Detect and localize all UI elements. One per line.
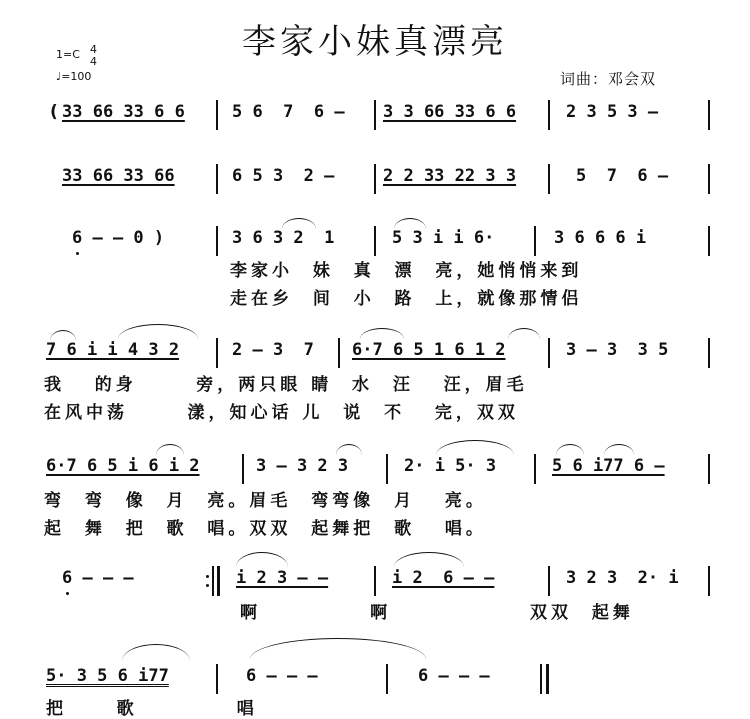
lyric-syllable: 旁，两只眼	[196, 375, 302, 395]
slur	[508, 328, 540, 339]
lyric-syllable: 李家小	[230, 261, 293, 281]
lyrics-verse-2	[44, 514, 487, 539]
bar-line	[708, 566, 710, 596]
lyric-syllable: 亮，	[435, 261, 478, 281]
measure-notes: 6·7 6 5 1 6 1 2	[352, 340, 506, 360]
lyric-syllable: 路	[394, 289, 416, 309]
bar-line	[374, 226, 376, 256]
bar-line	[216, 100, 218, 130]
lyric-syllable: 汪，眉毛	[443, 375, 528, 395]
quarter-note-icon: ♩	[56, 70, 62, 83]
time-signature-top: 4	[90, 43, 97, 56]
measure-notes: 5 6 i77 6 –	[552, 456, 665, 476]
score-row-2	[0, 164, 750, 194]
bar-line	[708, 164, 710, 194]
lyric-syllable: 真	[353, 261, 375, 281]
time-signature	[90, 44, 97, 68]
lyric-syllable: 唱。双双	[207, 519, 292, 539]
lyric-syllable: 我	[44, 375, 65, 395]
bar-line	[548, 566, 550, 596]
lyrics-verse-2	[44, 398, 519, 423]
lyric-syllable: 啊	[240, 603, 261, 623]
bar-line	[217, 566, 220, 596]
bar-line	[374, 566, 376, 596]
measure-notes: 2 – 3 7	[232, 340, 314, 360]
slur	[336, 444, 362, 455]
key-signature: 1=C	[56, 48, 80, 61]
slur	[236, 552, 288, 567]
lyrics-verse-1	[44, 370, 528, 395]
slur	[122, 644, 190, 661]
low-octave-dot	[76, 252, 79, 255]
lyric-syllable: 起舞把	[311, 519, 375, 539]
bar-line	[708, 338, 710, 368]
measure-notes: 2 2 33 22 3 3	[383, 166, 517, 186]
measure-notes: 2 3 5 3 –	[566, 102, 659, 122]
lyric-syllable: 啊	[370, 603, 392, 623]
lyric-syllable: 月	[394, 491, 416, 511]
measure-notes: 6 – – –	[246, 666, 318, 686]
slur	[394, 552, 464, 567]
measure-notes: 5 7 6 –	[576, 166, 669, 186]
lyric-syllable: 舞	[84, 519, 106, 539]
low-octave-dot	[66, 592, 69, 595]
lyric-syllable: 妹	[312, 261, 334, 281]
lyric-syllable: 唱。	[444, 519, 487, 539]
composer-credit: 词曲：邓会双	[560, 70, 657, 88]
lyrics-verse-1	[230, 256, 582, 281]
slur	[156, 444, 184, 455]
measure-notes: 7 6 i i 4 3 2	[46, 340, 180, 360]
measure-notes: 33 66 33 6 6	[62, 102, 185, 122]
lyric-syllable: 睛	[311, 375, 333, 395]
lyric-syllable: 歌	[394, 519, 416, 539]
bar-line	[216, 226, 218, 256]
lyric-syllable: 像	[125, 491, 147, 511]
bar-line	[534, 454, 536, 484]
measure-notes: 6·7 6 5 i 6 i 2	[46, 456, 200, 476]
score-row-5	[0, 454, 750, 484]
lyric-syllable: 月	[166, 491, 188, 511]
bar-line	[548, 338, 550, 368]
time-signature-bottom: 4	[90, 55, 97, 68]
measure-notes: 6 – – –	[62, 568, 134, 588]
measure-notes: 6 5 3 2 –	[232, 166, 335, 186]
measure-notes: 3 – 3 3 5	[566, 340, 669, 360]
lyric-syllable: 弯弯像	[311, 491, 375, 511]
bar-line	[548, 100, 550, 130]
lyrics-verse-2	[230, 284, 582, 309]
lyric-syllable: 起	[44, 519, 65, 539]
lyric-syllable: 歌	[116, 699, 138, 719]
lyric-syllable: 亮。眉毛	[207, 491, 292, 511]
bar-line	[534, 226, 536, 256]
lyric-syllable: 小	[353, 289, 375, 309]
score-row-7	[0, 664, 750, 694]
lyrics-verse-1	[44, 486, 487, 511]
score-row-3	[0, 226, 750, 256]
bar-line	[548, 164, 550, 194]
lyric-syllable: 漂	[394, 261, 416, 281]
repeat-dot	[206, 575, 209, 578]
score-row-4	[0, 338, 750, 368]
measure-notes: 33 66 33 66	[62, 166, 175, 186]
measure-notes: 5· 3 5 6 i77	[46, 666, 169, 686]
bar-line	[374, 100, 376, 130]
bar-line	[386, 664, 388, 694]
lyric-syllable: 在风中荡	[44, 403, 128, 423]
slur	[118, 324, 198, 339]
tempo-value: =100	[61, 70, 92, 83]
measure-notes: 3 2 3 2· i	[566, 568, 679, 588]
slur	[604, 444, 634, 455]
lyric-syllable: 的身	[94, 375, 137, 395]
slur	[360, 328, 404, 339]
bar-line	[374, 164, 376, 194]
bar-line	[242, 454, 244, 484]
measure-notes: 2· i 5· 3	[404, 456, 497, 476]
lyric-syllable: 把	[125, 519, 147, 539]
bar-line	[540, 664, 542, 694]
tie	[250, 638, 426, 659]
bar-line	[708, 454, 710, 484]
slur	[436, 440, 514, 455]
lyric-syllable: 双双	[529, 603, 572, 623]
bar-line	[708, 100, 710, 130]
lyric-syllable: 说	[343, 403, 365, 423]
lyric-syllable: 间	[312, 289, 334, 309]
lyric-syllable: 不	[384, 403, 406, 423]
open-paren: (	[50, 102, 58, 122]
lyric-syllable: 歌	[166, 519, 188, 539]
score-row-1	[0, 100, 750, 130]
bar-line	[216, 338, 218, 368]
lyric-syllable: 漾，知心话	[187, 403, 293, 423]
bar-line	[708, 226, 710, 256]
bar-line	[386, 454, 388, 484]
lyric-syllable: 起舞	[591, 603, 634, 623]
measure-notes: i 2 6 – –	[392, 568, 495, 588]
bar-line	[212, 566, 214, 596]
measure-notes: 3 – 3 2 3	[256, 456, 349, 476]
measure-notes: i 2 3 – –	[236, 568, 329, 588]
measure-notes: 5 3 i i 6·	[392, 228, 495, 248]
measure-notes: 6 – – –	[418, 666, 490, 686]
tempo-marking	[56, 70, 91, 83]
measure-notes: 3 6 3 2 1	[232, 228, 335, 248]
measure-notes: 3 3 66 33 6 6	[383, 102, 517, 122]
lyric-syllable: 完，双双	[434, 403, 519, 423]
bar-line	[216, 164, 218, 194]
slur	[556, 444, 584, 455]
lyric-syllable: 弯	[84, 491, 106, 511]
measure-notes: 3 6 6 6 i	[554, 228, 647, 248]
lyric-syllable: 就像那情侣	[477, 289, 583, 309]
lyrics-verse-1	[46, 694, 258, 719]
bar-line	[216, 664, 218, 694]
lyric-syllable: 把	[46, 699, 67, 719]
score-row-6	[0, 566, 750, 596]
key-signature-block	[56, 43, 97, 83]
lyric-syllable: 上，	[435, 289, 478, 309]
song-title: 李家小妹真漂亮	[242, 22, 508, 62]
lyrics-verse-1	[240, 598, 634, 623]
lyric-syllable: 汪	[392, 375, 414, 395]
repeat-dot	[206, 584, 209, 587]
bar-line	[338, 338, 340, 368]
lyric-syllable: 亮。	[444, 491, 487, 511]
lyric-syllable: 走在乡	[230, 289, 293, 309]
lyric-syllable: 她悄悄来到	[477, 261, 583, 281]
lyric-syllable: 儿	[302, 403, 324, 423]
lyric-syllable: 水	[352, 375, 374, 395]
lyric-syllable: 唱	[236, 699, 258, 719]
measure-notes: 5 6 7 6 –	[232, 102, 345, 122]
measure-notes: 6 – – 0 )	[72, 228, 165, 248]
lyric-syllable: 弯	[44, 491, 65, 511]
final-bar-line	[546, 664, 549, 694]
